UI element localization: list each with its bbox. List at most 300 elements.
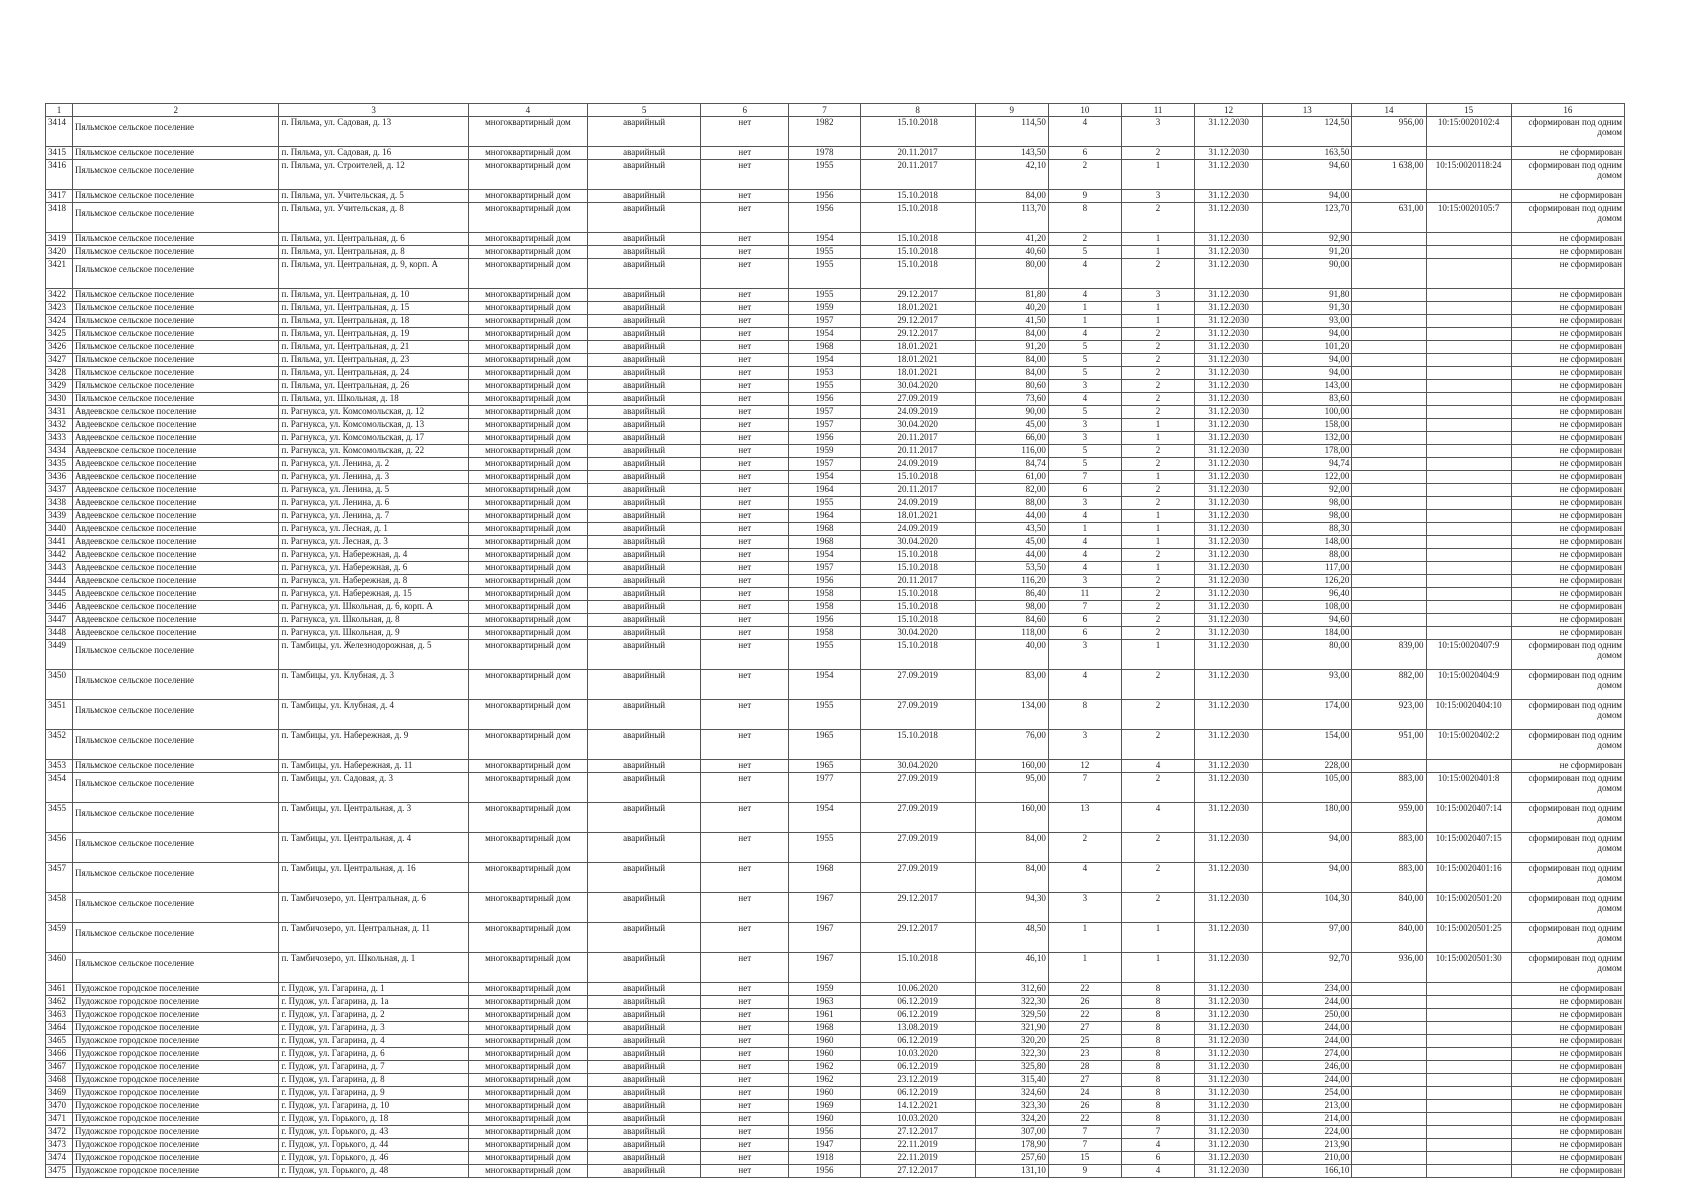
year-built-cell: 1978 bbox=[789, 147, 860, 160]
address-cell: п. Рагнукса, ул. Ленина, д. 2 bbox=[279, 458, 468, 471]
year-built-cell: 1958 bbox=[789, 588, 860, 601]
address-cell: п. Рагнукса, ул. Набережная, д. 4 bbox=[279, 549, 468, 562]
land-area-cell: 163,50 bbox=[1263, 147, 1352, 160]
land-plot-area-cell bbox=[1352, 996, 1426, 1009]
land-area-cell: 80,00 bbox=[1263, 640, 1352, 670]
residents-cell: 2 bbox=[1048, 833, 1121, 863]
planned-date-cell: 31.12.2030 bbox=[1195, 863, 1263, 893]
year-built-cell: 1957 bbox=[789, 562, 860, 575]
condition-cell: аварийный bbox=[588, 700, 701, 730]
year-built-cell: 1957 bbox=[789, 419, 860, 432]
area-cell: 40,20 bbox=[975, 302, 1048, 315]
settlement-cell: Пудожское городское поселение bbox=[73, 1165, 279, 1178]
land-plot-area-cell bbox=[1352, 760, 1426, 773]
condition-cell: аварийный bbox=[588, 1100, 701, 1113]
planned-date-cell: 31.12.2030 bbox=[1195, 1087, 1263, 1100]
area-cell: 40,00 bbox=[975, 640, 1048, 670]
building-type-cell: многоквартирный дом bbox=[468, 289, 587, 302]
table-row bbox=[46, 367, 1625, 380]
area-cell: 84,00 bbox=[975, 328, 1048, 341]
land-area-cell: 88,30 bbox=[1263, 523, 1352, 536]
address-cell: п. Тамбицы, ул. Центральная, д. 4 bbox=[279, 833, 468, 863]
building-type-cell: многоквартирный дом bbox=[468, 246, 587, 259]
apartments-cell: 2 bbox=[1121, 484, 1194, 497]
table-row bbox=[46, 147, 1625, 160]
planned-date-cell: 31.12.2030 bbox=[1195, 289, 1263, 302]
residents-cell: 3 bbox=[1048, 497, 1121, 510]
address-cell: г. Пудож, ул. Горького, д. 18 bbox=[279, 1113, 468, 1126]
address-cell: п. Рагнукса, ул. Комсомольская, д. 13 bbox=[279, 419, 468, 432]
cadastral-number-cell bbox=[1426, 445, 1511, 458]
settlement-cell: Пяльмское сельское поселение bbox=[73, 190, 279, 203]
address-cell: г. Пудож, ул. Гагарина, д. 3 bbox=[279, 1022, 468, 1035]
settlement-cell: Пяльмское сельское поселение bbox=[73, 147, 279, 160]
cadastral-number-cell bbox=[1426, 1113, 1511, 1126]
address-cell: п. Тамбицы, ул. Центральная, д. 16 bbox=[279, 863, 468, 893]
land-status-cell: не сформирован bbox=[1511, 393, 1624, 406]
recognized-flag-cell: нет bbox=[701, 523, 789, 536]
row-number-cell: 3443 bbox=[46, 562, 73, 575]
address-cell: п. Тамбицы, ул. Садовая, д. 3 bbox=[279, 773, 468, 803]
condition-cell: аварийный bbox=[588, 471, 701, 484]
land-plot-area-cell bbox=[1352, 1022, 1426, 1035]
building-type-cell: многоквартирный дом bbox=[468, 406, 587, 419]
area-cell: 86,40 bbox=[975, 588, 1048, 601]
building-type-cell: многоквартирный дом bbox=[468, 1126, 587, 1139]
apartments-cell: 8 bbox=[1121, 1074, 1194, 1087]
condition-cell: аварийный bbox=[588, 315, 701, 328]
address-cell: п. Рагнукса, ул. Набережная, д. 15 bbox=[279, 588, 468, 601]
decision-date-cell: 10.06.2020 bbox=[860, 983, 975, 996]
land-status-cell: не сформирован bbox=[1511, 328, 1624, 341]
row-number-cell: 3436 bbox=[46, 471, 73, 484]
cadastral-number-cell bbox=[1426, 1165, 1511, 1178]
year-built-cell: 1956 bbox=[789, 393, 860, 406]
building-type-cell: многоквартирный дом bbox=[468, 203, 587, 233]
planned-date-cell: 31.12.2030 bbox=[1195, 1100, 1263, 1113]
settlement-cell: Пудожское городское поселение bbox=[73, 1035, 279, 1048]
building-type-cell: многоквартирный дом bbox=[468, 380, 587, 393]
planned-date-cell: 31.12.2030 bbox=[1195, 1048, 1263, 1061]
residents-cell: 3 bbox=[1048, 419, 1121, 432]
building-type-cell: многоквартирный дом bbox=[468, 393, 587, 406]
year-built-cell: 1968 bbox=[789, 341, 860, 354]
address-cell: п. Пяльма, ул. Учительская, д. 8 bbox=[279, 203, 468, 233]
residents-cell: 22 bbox=[1048, 983, 1121, 996]
land-area-cell: 94,60 bbox=[1263, 614, 1352, 627]
row-number-cell: 3449 bbox=[46, 640, 73, 670]
condition-cell: аварийный bbox=[588, 601, 701, 614]
land-plot-area-cell bbox=[1352, 233, 1426, 246]
year-built-cell: 1964 bbox=[789, 484, 860, 497]
recognized-flag-cell: нет bbox=[701, 549, 789, 562]
condition-cell: аварийный bbox=[588, 833, 701, 863]
recognized-flag-cell: нет bbox=[701, 203, 789, 233]
land-status-cell: сформирован под одним домом bbox=[1511, 160, 1624, 190]
building-type-cell: многоквартирный дом bbox=[468, 1074, 587, 1087]
cadastral-number-cell bbox=[1426, 190, 1511, 203]
table-row bbox=[46, 497, 1625, 510]
address-cell: г. Пудож, ул. Гагарина, д. 10 bbox=[279, 1100, 468, 1113]
land-status-cell: сформирован под одним домом bbox=[1511, 730, 1624, 760]
land-status-cell: сформирован под одним домом bbox=[1511, 923, 1624, 953]
land-plot-area-cell: 923,00 bbox=[1352, 700, 1426, 730]
recognized-flag-cell: нет bbox=[701, 953, 789, 983]
cadastral-number-cell bbox=[1426, 471, 1511, 484]
land-status-cell: сформирован под одним домом bbox=[1511, 953, 1624, 983]
building-type-cell: многоквартирный дом bbox=[468, 549, 587, 562]
condition-cell: аварийный bbox=[588, 484, 701, 497]
settlement-cell: Авдеевское сельское поселение bbox=[73, 549, 279, 562]
condition-cell: аварийный bbox=[588, 367, 701, 380]
year-built-cell: 1955 bbox=[789, 700, 860, 730]
recognized-flag-cell: нет bbox=[701, 1009, 789, 1022]
row-number-cell: 3470 bbox=[46, 1100, 73, 1113]
area-cell: 90,00 bbox=[975, 406, 1048, 419]
residents-cell: 5 bbox=[1048, 246, 1121, 259]
row-number-cell: 3455 bbox=[46, 803, 73, 833]
year-built-cell: 1962 bbox=[789, 1061, 860, 1074]
land-plot-area-cell bbox=[1352, 445, 1426, 458]
area-cell: 84,74 bbox=[975, 458, 1048, 471]
land-status-cell: не сформирован bbox=[1511, 1074, 1624, 1087]
cadastral-number-cell bbox=[1426, 562, 1511, 575]
decision-date-cell: 29.12.2017 bbox=[860, 923, 975, 953]
condition-cell: аварийный bbox=[588, 523, 701, 536]
recognized-flag-cell: нет bbox=[701, 1048, 789, 1061]
building-type-cell: многоквартирный дом bbox=[468, 484, 587, 497]
land-plot-area-cell bbox=[1352, 367, 1426, 380]
cadastral-number-cell bbox=[1426, 523, 1511, 536]
condition-cell: аварийный bbox=[588, 773, 701, 803]
decision-date-cell: 15.10.2018 bbox=[860, 117, 975, 147]
settlement-cell: Пяльмское сельское поселение bbox=[73, 160, 279, 190]
decision-date-cell: 15.10.2018 bbox=[860, 640, 975, 670]
residents-cell: 5 bbox=[1048, 341, 1121, 354]
land-area-cell: 83,60 bbox=[1263, 393, 1352, 406]
recognized-flag-cell: нет bbox=[701, 893, 789, 923]
residents-cell: 4 bbox=[1048, 562, 1121, 575]
land-area-cell: 123,70 bbox=[1263, 203, 1352, 233]
condition-cell: аварийный bbox=[588, 432, 701, 445]
decision-date-cell: 22.11.2019 bbox=[860, 1139, 975, 1152]
land-area-cell: 94,00 bbox=[1263, 367, 1352, 380]
land-plot-area-cell bbox=[1352, 1074, 1426, 1087]
year-built-cell: 1954 bbox=[789, 549, 860, 562]
residents-cell: 8 bbox=[1048, 700, 1121, 730]
land-status-cell: не сформирован bbox=[1511, 419, 1624, 432]
building-type-cell: многоквартирный дом bbox=[468, 419, 587, 432]
recognized-flag-cell: нет bbox=[701, 640, 789, 670]
land-area-cell: 100,00 bbox=[1263, 406, 1352, 419]
cadastral-number-cell bbox=[1426, 588, 1511, 601]
table-row bbox=[46, 432, 1625, 445]
area-cell: 80,60 bbox=[975, 380, 1048, 393]
decision-date-cell: 27.09.2019 bbox=[860, 393, 975, 406]
land-area-cell: 96,40 bbox=[1263, 588, 1352, 601]
settlement-cell: Авдеевское сельское поселение bbox=[73, 406, 279, 419]
apartments-cell: 3 bbox=[1121, 117, 1194, 147]
condition-cell: аварийный bbox=[588, 259, 701, 289]
apartments-cell: 2 bbox=[1121, 406, 1194, 419]
condition-cell: аварийный bbox=[588, 1048, 701, 1061]
building-type-cell: многоквартирный дом bbox=[468, 1165, 587, 1178]
land-plot-area-cell bbox=[1352, 1126, 1426, 1139]
building-type-cell: многоквартирный дом bbox=[468, 614, 587, 627]
area-cell: 98,00 bbox=[975, 601, 1048, 614]
land-plot-area-cell bbox=[1352, 1100, 1426, 1113]
building-type-cell: многоквартирный дом bbox=[468, 760, 587, 773]
apartments-cell: 3 bbox=[1121, 289, 1194, 302]
address-cell: п. Рагнукса, ул. Школьная, д. 6, корп. А bbox=[279, 601, 468, 614]
decision-date-cell: 15.10.2018 bbox=[860, 471, 975, 484]
area-cell: 95,00 bbox=[975, 773, 1048, 803]
recognized-flag-cell: нет bbox=[701, 302, 789, 315]
land-status-cell: не сформирован bbox=[1511, 432, 1624, 445]
table-row bbox=[46, 328, 1625, 341]
cadastral-number-cell bbox=[1426, 1061, 1511, 1074]
apartments-cell: 2 bbox=[1121, 700, 1194, 730]
apartments-cell: 8 bbox=[1121, 996, 1194, 1009]
land-status-cell: не сформирован bbox=[1511, 1126, 1624, 1139]
residents-cell: 4 bbox=[1048, 328, 1121, 341]
year-built-cell: 1957 bbox=[789, 315, 860, 328]
row-number-cell: 3415 bbox=[46, 147, 73, 160]
decision-date-cell: 18.01.2021 bbox=[860, 341, 975, 354]
planned-date-cell: 31.12.2030 bbox=[1195, 1113, 1263, 1126]
land-plot-area-cell: 936,00 bbox=[1352, 953, 1426, 983]
table-row bbox=[46, 1061, 1625, 1074]
planned-date-cell: 31.12.2030 bbox=[1195, 1035, 1263, 1048]
apartments-cell: 7 bbox=[1121, 1126, 1194, 1139]
building-type-cell: многоквартирный дом bbox=[468, 497, 587, 510]
row-number-cell: 3465 bbox=[46, 1035, 73, 1048]
condition-cell: аварийный bbox=[588, 1087, 701, 1100]
condition-cell: аварийный bbox=[588, 380, 701, 393]
year-built-cell: 1954 bbox=[789, 233, 860, 246]
land-plot-area-cell bbox=[1352, 983, 1426, 996]
year-built-cell: 1956 bbox=[789, 203, 860, 233]
cadastral-number-cell bbox=[1426, 1074, 1511, 1087]
row-number-cell: 3437 bbox=[46, 484, 73, 497]
land-plot-area-cell bbox=[1352, 1048, 1426, 1061]
table-row bbox=[46, 953, 1625, 983]
apartments-cell: 8 bbox=[1121, 1113, 1194, 1126]
recognized-flag-cell: нет bbox=[701, 760, 789, 773]
residents-cell: 15 bbox=[1048, 1152, 1121, 1165]
condition-cell: аварийный bbox=[588, 614, 701, 627]
land-area-cell: 108,00 bbox=[1263, 601, 1352, 614]
decision-date-cell: 15.10.2018 bbox=[860, 562, 975, 575]
condition-cell: аварийный bbox=[588, 760, 701, 773]
residents-cell: 28 bbox=[1048, 1061, 1121, 1074]
settlement-cell: Пяльмское сельское поселение bbox=[73, 380, 279, 393]
building-type-cell: многоквартирный дом bbox=[468, 1035, 587, 1048]
condition-cell: аварийный bbox=[588, 863, 701, 893]
land-status-cell: не сформирован bbox=[1511, 588, 1624, 601]
address-cell: п. Пяльма, ул. Центральная, д. 18 bbox=[279, 315, 468, 328]
address-cell: п. Пяльма, ул. Центральная, д. 21 bbox=[279, 341, 468, 354]
settlement-cell: Пяльмское сельское поселение bbox=[73, 289, 279, 302]
building-type-cell: многоквартирный дом bbox=[468, 1048, 587, 1061]
recognized-flag-cell: нет bbox=[701, 996, 789, 1009]
table-row bbox=[46, 1139, 1625, 1152]
recognized-flag-cell: нет bbox=[701, 419, 789, 432]
decision-date-cell: 15.10.2018 bbox=[860, 203, 975, 233]
condition-cell: аварийный bbox=[588, 510, 701, 523]
building-type-cell: многоквартирный дом bbox=[468, 601, 587, 614]
land-plot-area-cell: 883,00 bbox=[1352, 863, 1426, 893]
planned-date-cell: 31.12.2030 bbox=[1195, 640, 1263, 670]
residents-cell: 7 bbox=[1048, 471, 1121, 484]
settlement-cell: Авдеевское сельское поселение bbox=[73, 588, 279, 601]
address-cell: п. Тамбицы, ул. Клубная, д. 4 bbox=[279, 700, 468, 730]
table-row bbox=[46, 354, 1625, 367]
area-cell: 45,00 bbox=[975, 536, 1048, 549]
settlement-cell: Авдеевское сельское поселение bbox=[73, 536, 279, 549]
decision-date-cell: 30.04.2020 bbox=[860, 760, 975, 773]
address-cell: п. Тамбичозеро, ул. Центральная, д. 6 bbox=[279, 893, 468, 923]
land-plot-area-cell bbox=[1352, 471, 1426, 484]
area-cell: 80,00 bbox=[975, 259, 1048, 289]
land-plot-area-cell bbox=[1352, 1113, 1426, 1126]
planned-date-cell: 31.12.2030 bbox=[1195, 923, 1263, 953]
cadastral-number-cell: 10:15:0020407:9 bbox=[1426, 640, 1511, 670]
cadastral-number-cell bbox=[1426, 354, 1511, 367]
land-area-cell: 250,00 bbox=[1263, 1009, 1352, 1022]
condition-cell: аварийный bbox=[588, 893, 701, 923]
area-cell: 118,00 bbox=[975, 627, 1048, 640]
decision-date-cell: 24.09.2019 bbox=[860, 406, 975, 419]
row-number-cell: 3446 bbox=[46, 601, 73, 614]
residents-cell: 7 bbox=[1048, 601, 1121, 614]
cadastral-number-cell bbox=[1426, 1152, 1511, 1165]
land-plot-area-cell bbox=[1352, 484, 1426, 497]
condition-cell: аварийный bbox=[588, 588, 701, 601]
row-number-cell: 3442 bbox=[46, 549, 73, 562]
condition-cell: аварийный bbox=[588, 730, 701, 760]
apartments-cell: 2 bbox=[1121, 773, 1194, 803]
building-type-cell: многоквартирный дом bbox=[468, 863, 587, 893]
land-area-cell: 98,00 bbox=[1263, 510, 1352, 523]
address-cell: п. Тамбицы, ул. Набережная, д. 11 bbox=[279, 760, 468, 773]
planned-date-cell: 31.12.2030 bbox=[1195, 833, 1263, 863]
recognized-flag-cell: нет bbox=[701, 289, 789, 302]
land-status-cell: не сформирован bbox=[1511, 471, 1624, 484]
land-area-cell: 94,00 bbox=[1263, 863, 1352, 893]
row-number-cell: 3456 bbox=[46, 833, 73, 863]
condition-cell: аварийный bbox=[588, 1061, 701, 1074]
row-number-cell: 3425 bbox=[46, 328, 73, 341]
cadastral-number-cell bbox=[1426, 536, 1511, 549]
land-status-cell: сформирован под одним домом bbox=[1511, 203, 1624, 233]
decision-date-cell: 14.12.2021 bbox=[860, 1100, 975, 1113]
planned-date-cell: 31.12.2030 bbox=[1195, 117, 1263, 147]
year-built-cell: 1955 bbox=[789, 497, 860, 510]
apartments-cell: 2 bbox=[1121, 575, 1194, 588]
settlement-cell: Пяльмское сельское поселение bbox=[73, 730, 279, 760]
year-built-cell: 1954 bbox=[789, 670, 860, 700]
cadastral-number-cell bbox=[1426, 1048, 1511, 1061]
area-cell: 41,50 bbox=[975, 315, 1048, 328]
land-area-cell: 184,00 bbox=[1263, 627, 1352, 640]
land-status-cell: сформирован под одним домом bbox=[1511, 117, 1624, 147]
apartments-cell: 4 bbox=[1121, 803, 1194, 833]
decision-date-cell: 13.08.2019 bbox=[860, 1022, 975, 1035]
building-type-cell: многоквартирный дом bbox=[468, 1009, 587, 1022]
planned-date-cell: 31.12.2030 bbox=[1195, 458, 1263, 471]
building-type-cell: многоквартирный дом bbox=[468, 160, 587, 190]
settlement-cell: Пудожское городское поселение bbox=[73, 1113, 279, 1126]
row-number-cell: 3419 bbox=[46, 233, 73, 246]
apartments-cell: 2 bbox=[1121, 730, 1194, 760]
settlement-cell: Авдеевское сельское поселение bbox=[73, 562, 279, 575]
address-cell: п. Пяльма, ул. Центральная, д. 9, корп. А bbox=[279, 259, 468, 289]
apartments-cell: 2 bbox=[1121, 367, 1194, 380]
building-type-cell: многоквартирный дом bbox=[468, 354, 587, 367]
decision-date-cell: 10.03.2020 bbox=[860, 1113, 975, 1126]
building-type-cell: многоквартирный дом bbox=[468, 471, 587, 484]
decision-date-cell: 27.12.2017 bbox=[860, 1165, 975, 1178]
address-cell: п. Рагнукса, ул. Ленина, д. 7 bbox=[279, 510, 468, 523]
cadastral-number-cell bbox=[1426, 484, 1511, 497]
year-built-cell: 1953 bbox=[789, 367, 860, 380]
row-number-cell: 3448 bbox=[46, 627, 73, 640]
decision-date-cell: 18.01.2021 bbox=[860, 354, 975, 367]
land-plot-area-cell bbox=[1352, 1061, 1426, 1074]
planned-date-cell: 31.12.2030 bbox=[1195, 302, 1263, 315]
table-row bbox=[46, 1113, 1625, 1126]
row-number-cell: 3428 bbox=[46, 367, 73, 380]
apartments-cell: 2 bbox=[1121, 203, 1194, 233]
area-cell: 91,20 bbox=[975, 341, 1048, 354]
area-cell: 46,10 bbox=[975, 953, 1048, 983]
land-area-cell: 94,00 bbox=[1263, 354, 1352, 367]
row-number-cell: 3454 bbox=[46, 773, 73, 803]
row-number-cell: 3474 bbox=[46, 1152, 73, 1165]
cadastral-number-cell: 10:15:0020501:30 bbox=[1426, 953, 1511, 983]
address-cell: п. Пяльма, ул. Центральная, д. 24 bbox=[279, 367, 468, 380]
year-built-cell: 1961 bbox=[789, 1009, 860, 1022]
table-row bbox=[46, 190, 1625, 203]
decision-date-cell: 23.12.2019 bbox=[860, 1074, 975, 1087]
land-status-cell: не сформирован bbox=[1511, 536, 1624, 549]
land-area-cell: 143,00 bbox=[1263, 380, 1352, 393]
table-row bbox=[46, 670, 1625, 700]
land-area-cell: 94,00 bbox=[1263, 833, 1352, 863]
area-cell: 66,00 bbox=[975, 432, 1048, 445]
address-cell: п. Рагнукса, ул. Ленина, д. 5 bbox=[279, 484, 468, 497]
planned-date-cell: 31.12.2030 bbox=[1195, 1009, 1263, 1022]
area-cell: 82,00 bbox=[975, 484, 1048, 497]
land-plot-area-cell bbox=[1352, 393, 1426, 406]
recognized-flag-cell: нет bbox=[701, 510, 789, 523]
cadastral-number-cell bbox=[1426, 1139, 1511, 1152]
recognized-flag-cell: нет bbox=[701, 147, 789, 160]
land-area-cell: 92,90 bbox=[1263, 233, 1352, 246]
residents-cell: 4 bbox=[1048, 549, 1121, 562]
land-plot-area-cell bbox=[1352, 354, 1426, 367]
recognized-flag-cell: нет bbox=[701, 484, 789, 497]
condition-cell: аварийный bbox=[588, 233, 701, 246]
row-number-cell: 3435 bbox=[46, 458, 73, 471]
decision-date-cell: 18.01.2021 bbox=[860, 302, 975, 315]
settlement-cell: Пяльмское сельское поселение bbox=[73, 760, 279, 773]
area-cell: 83,00 bbox=[975, 670, 1048, 700]
condition-cell: аварийный bbox=[588, 445, 701, 458]
building-type-cell: многоквартирный дом bbox=[468, 588, 587, 601]
year-built-cell: 1954 bbox=[789, 803, 860, 833]
